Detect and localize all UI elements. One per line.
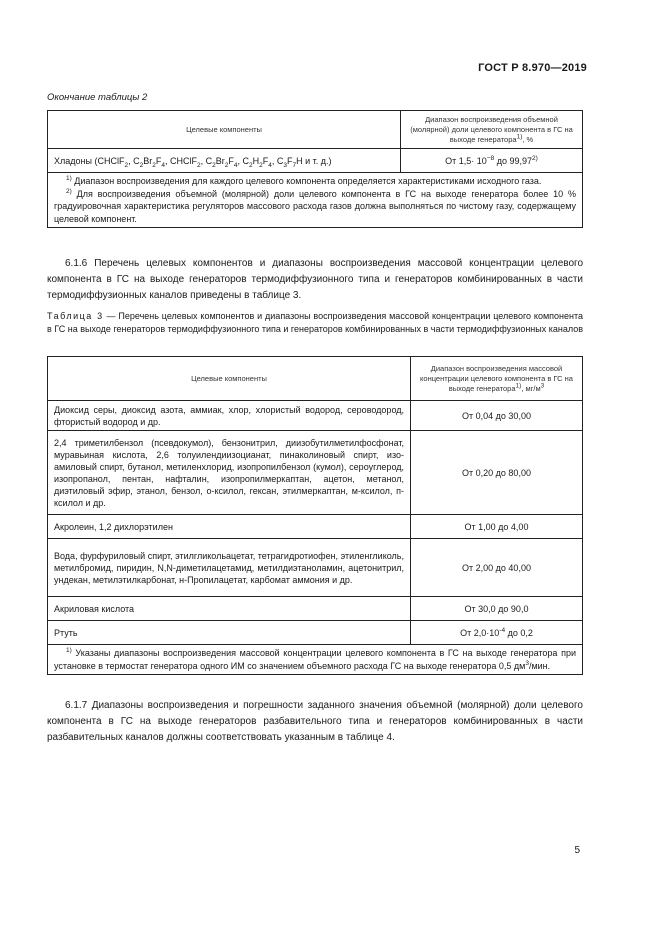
table3-component-cell: Ртуть	[48, 621, 411, 645]
table-3	[47, 356, 583, 675]
paragraph-6-1-6: 6.1.6 Перечень целевых компонентов и диапазоны воспроизведения массовой концентрации целевого компонента в ГС на выходе генераторов термодиффузионного типа и генераторов комбинированных в части термодиффузионных каналов приведены в таблице 3.	[47, 258, 583, 301]
table-row	[48, 515, 583, 539]
table3-component-cell: 2,4 триметилбензол (псевдокумол), бензонитрил, диизобутилметилфосфонат, муравьиная кислота, 2,6 толуилендиизоцианат, пинаколиновый спирт, изо-амиловый спирт, бутанол, метиленхлорид, изопропилбензол (кумол), сероуглерод, изопропанол, пентан, нафталин, изопропилмеркаптан, ацетон, метанол, диэтиловый эфир, этанол, бензол, о-ксилол, гексан, этилмеркаптан, м-ксилол, п-ксилол и др.	[48, 431, 411, 515]
table3-header-components: Целевые компоненты	[48, 357, 411, 401]
table3-range-cell: От $2,0\cdot 10^{-4}$ до 0,2	[411, 621, 583, 645]
table-row	[48, 431, 583, 515]
paragraph-6-1-7: 6.1.7 Диапазоны воспроизведения и погрешности заданного значения объемной (молярной) доли целевого компонента в ГС на выходе генераторов разбавительного типа и генераторов комбинированных в части разбавительных каналов должны соответствовать указанным в таблице 4.	[47, 700, 583, 743]
table3-component-cell: Акриловая кислота	[48, 597, 411, 621]
table3-range-cell: От 2,00 до 40,00	[411, 539, 583, 597]
table2-row-freons-range: От $1,5\cdot 10^{-8}$ до 99,97$^{2)}$	[401, 149, 583, 173]
table3-caption: Таблица 3 — Перечень целевых компонентов и диапазоны воспроизведения массовой концентрации целевого компонента в ГС на выходе генераторов термодиффузионного типа и генераторов комбинированных в части термодиффузионных каналов	[47, 311, 583, 334]
table-row	[48, 621, 583, 645]
table-row	[48, 539, 583, 597]
table2-footnotes: $^{1)}$ Диапазон воспроизведения для каждого целевого компонента определяется характеристиками исходного газа. $^{2)}$ Для воспроизведения объемной (молярной) доли целевого компонента в ГС на выходе генератора более 10 % градуировочная характеристика регуляторов массового расхода газов должна выполняться по чистому газу, содержащему целевой компонент.	[48, 173, 583, 228]
table-row	[48, 149, 583, 173]
table2-header-components: Целевые компоненты	[48, 111, 401, 149]
table3-footnote: $^{1)}$ Указаны диапазоны воспроизведения массовой концентрации целевого компонента в ГС на выходе генератора при установке в термостат генератора одного ИМ со значением объемного расхода ГС на выходе генератора 0,5 $дм^3$/мин.	[48, 645, 583, 675]
table3-range-cell: От 1,00 до 4,00	[411, 515, 583, 539]
table2-header-range: Диапазон воспроизведения объемной (молярной) доли целевого компонента в ГС на выходе генератора$^{1)}$, %	[401, 111, 583, 149]
table3-range-cell: От 30,0 до 90,0	[411, 597, 583, 621]
table3-component-cell: Вода, фурфуриловый спирт, этилгликольацетат, тетрагидротиофен, этиленгликоль, метилбромид, пиридин, N,N-диметилацетамид, метилдиэтаноламин, ацетонитрил, ундекан, метилэтилкарбонат, н-Пропилацетат, карбомат аммония и др.	[48, 539, 411, 597]
table-2-end	[47, 110, 583, 228]
page-number: 5	[574, 845, 580, 856]
table3-range-cell: От 0,04 до 30,00	[411, 401, 583, 431]
table-row	[48, 401, 583, 431]
table3-header-range: Диапазон воспроизведения массовой концентрации целевого компонента в ГС на выходе генератора$^{1)}$, $мг/м^3$	[411, 357, 583, 401]
table2-end-caption: Окончание таблицы 2	[47, 92, 148, 103]
table3-component-cell: Диоксид серы, диоксид азота, аммиак, хлор, хлористый водород, сероводород, фтористый водород и др.	[48, 401, 411, 431]
table-row	[48, 597, 583, 621]
table2-row-freons: Хладоны (CHClF$_2$, $C_2Br_2F_4$, CHClF$_2$, $C_2Br_2F_4$, $C_2H_2F_4$, $C_3F_7H$ и т. д.)	[48, 149, 401, 173]
table3-component-cell: Акролеин, 1,2 дихлорэтилен	[48, 515, 411, 539]
table3-range-cell: От 0,20 до 80,00	[411, 431, 583, 515]
document-standard-header: ГОСТ Р 8.970—2019	[478, 62, 587, 74]
